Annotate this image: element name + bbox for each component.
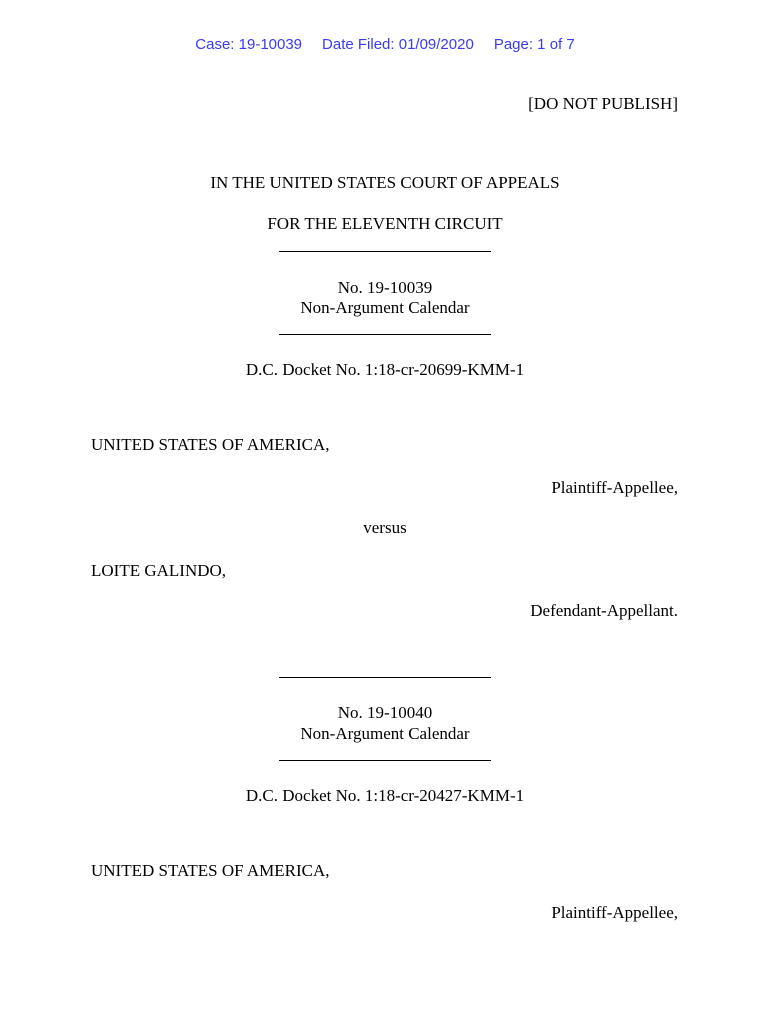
case2-number: No. 19-10040 <box>337 703 433 722</box>
case1-number: No. 19-10039 <box>337 278 433 297</box>
page-count-stamp: Page: 1 of 7 <box>493 36 575 53</box>
divider-rule <box>279 334 491 335</box>
divider-rule <box>279 760 491 761</box>
case1-calendar: Non-Argument Calendar <box>300 298 470 317</box>
publish-notice: [DO NOT PUBLISH] <box>528 94 678 113</box>
case1-docket: D.C. Docket No. 1:18-cr-20699-KMM-1 <box>245 360 525 379</box>
divider-rule <box>279 251 491 252</box>
case-number-stamp: Case: 19-10039 <box>195 36 303 53</box>
case2-plaintiff-role: Plaintiff-Appellee, <box>551 903 678 922</box>
case2-calendar: Non-Argument Calendar <box>300 724 470 743</box>
date-filed-stamp: Date Filed: 01/09/2020 <box>322 36 474 53</box>
circuit-name: FOR THE ELEVENTH CIRCUIT <box>267 214 503 233</box>
case1-defendant: LOITE GALINDO, <box>91 561 227 580</box>
filing-stamp <box>0 36 770 53</box>
case1-versus: versus <box>363 518 407 537</box>
divider-rule <box>279 677 491 678</box>
court-name: IN THE UNITED STATES COURT OF APPEALS <box>210 173 560 192</box>
case1-plaintiff-role: Plaintiff-Appellee, <box>551 478 678 497</box>
case2-plaintiff: UNITED STATES OF AMERICA, <box>91 861 330 880</box>
case2-docket: D.C. Docket No. 1:18-cr-20427-KMM-1 <box>245 786 525 805</box>
case1-plaintiff: UNITED STATES OF AMERICA, <box>91 435 330 454</box>
case1-defendant-role: Defendant-Appellant. <box>530 601 678 620</box>
